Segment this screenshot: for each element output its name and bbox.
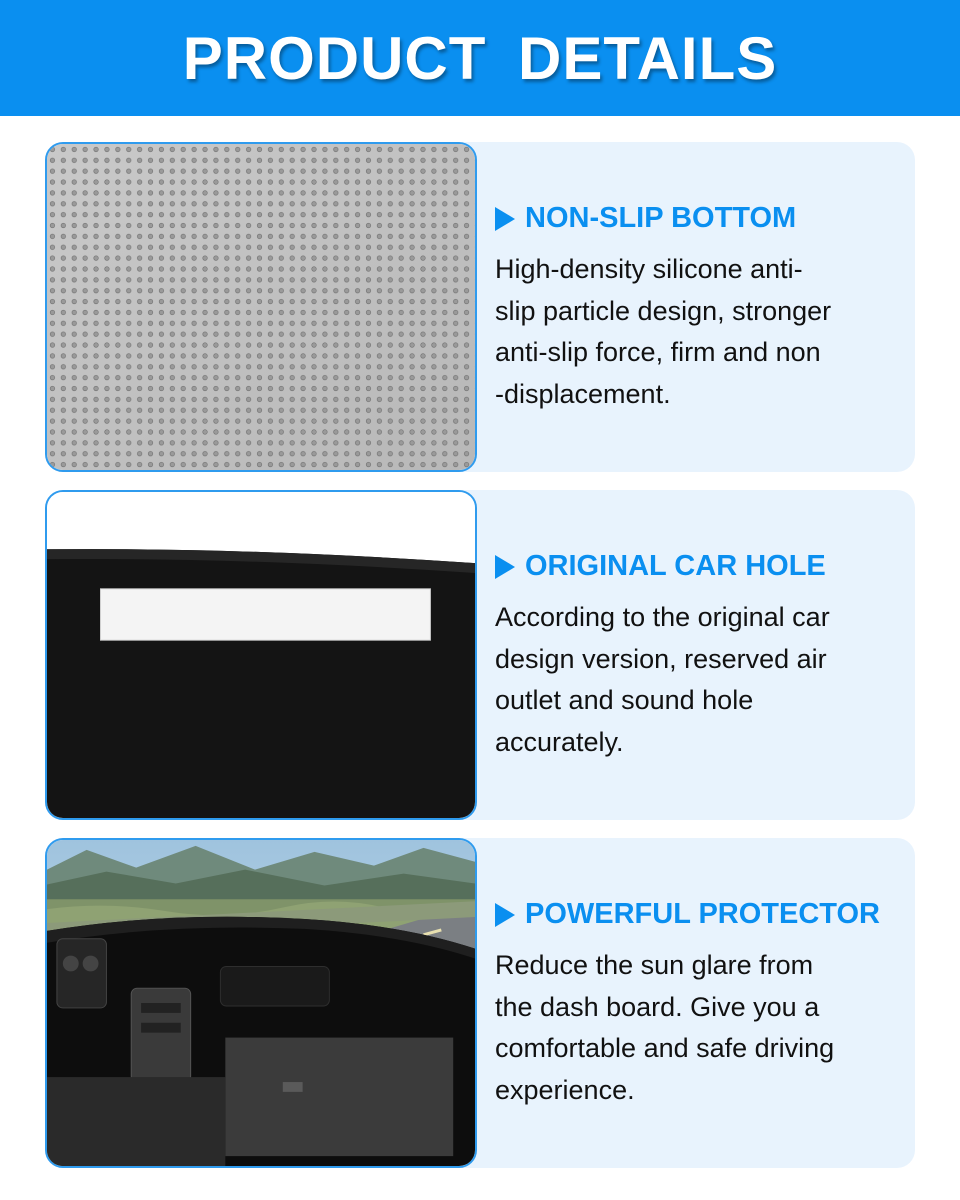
desc-line: -displacement. (495, 378, 671, 409)
desc-line: the dash board. Give you a (495, 991, 820, 1022)
desc-line: Reduce the sun glare from (495, 950, 814, 980)
desc-line: design version, reserved air (495, 643, 827, 674)
feature-title: POWERFUL PROTECTOR (525, 898, 880, 930)
feature-panel-protector (45, 838, 915, 1168)
black-mat-with-vent-hole-photo (45, 490, 477, 820)
feature-text-car-hole (495, 550, 905, 763)
desc-line: slip particle design, stronger (495, 295, 832, 326)
feature-text-protector (495, 898, 905, 1111)
feature-description (495, 945, 905, 1111)
desc-line: experience. (495, 1074, 635, 1105)
feature-title: NON-SLIP BOTTOM (525, 202, 797, 234)
feature-text-non-slip (495, 202, 905, 415)
feature-description (495, 597, 905, 763)
page-title: PRODUCT DETAILS (182, 24, 778, 92)
play-arrow-icon (495, 207, 515, 231)
feature-panel-non-slip (45, 142, 915, 472)
feature-title: ORIGINAL CAR HOLE (525, 550, 826, 582)
play-arrow-icon (495, 555, 515, 579)
page-header (0, 0, 960, 116)
desc-line: High-density silicone anti- (495, 254, 803, 284)
play-arrow-icon (495, 903, 515, 927)
desc-line: outlet and sound hole (495, 685, 754, 715)
feature-panel-car-hole (45, 490, 915, 820)
desc-line: comfortable and safe driving (495, 1033, 835, 1063)
silicone-dot-mat-photo (45, 142, 477, 472)
feature-description (495, 249, 905, 415)
dashboard-road-view-photo (45, 838, 477, 1168)
desc-line: According to the original car (495, 602, 830, 632)
desc-line: anti-slip force, firm and non (495, 337, 821, 367)
desc-line: accurately. (495, 726, 624, 757)
